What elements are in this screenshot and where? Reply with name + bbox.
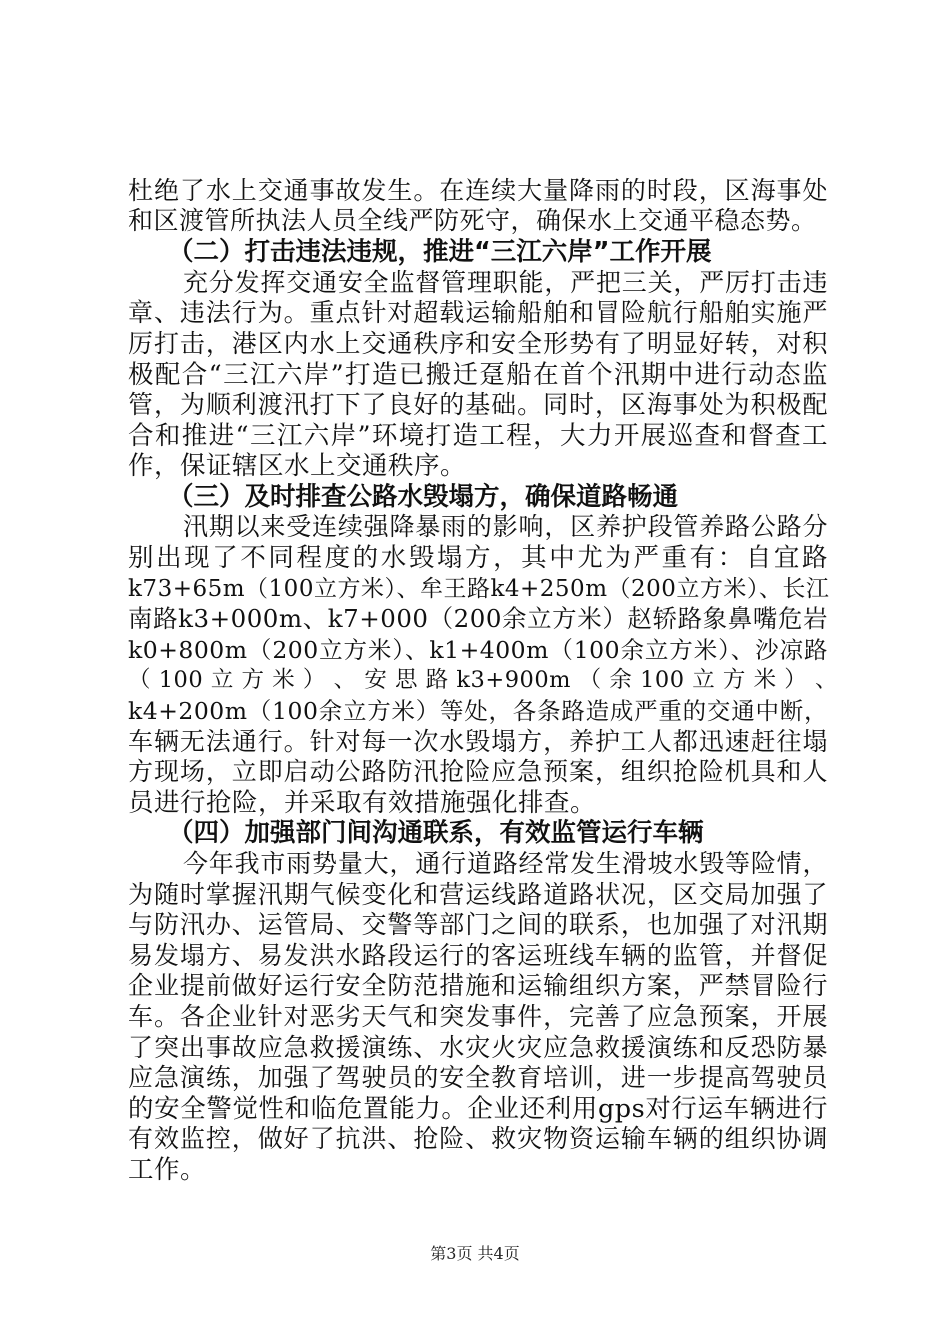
paragraph-line: 企业提前做好运行安全防范措施和运输组织方案，严禁冒险行 xyxy=(128,971,828,1000)
section-heading: （三）及时排查公路水毁塌方，确保道路畅通 xyxy=(168,482,679,512)
paragraph-line: 了突出事故应急救援演练、水灾火灾应急救援演练和反恐防暴 xyxy=(128,1033,828,1062)
paragraph-line: 车。各企业针对恶劣天气和突发事件，完善了应急预案，开展 xyxy=(128,1002,828,1031)
paragraph-line: 南路k3+000m、k7+000（200余立方米）赵轿路象鼻嘴危岩 xyxy=(128,604,828,633)
paragraph-line: 今年我市雨势量大，通行道路经常发生滑坡水毁等险情， xyxy=(183,849,828,878)
paragraph-line: 为随时掌握汛期气候变化和营运线路道路状况，区交局加强了 xyxy=(128,880,828,909)
paragraph-line: 易发塌方、易发洪水路段运行的客运班线车辆的监管，并督促 xyxy=(128,941,828,970)
section-heading: （四）加强部门间沟通联系，有效监管运行车辆 xyxy=(168,818,704,848)
paragraph-line: 汛期以来受连续强降暴雨的影响，区养护段管养路公路分 xyxy=(183,512,828,541)
section-heading: （二）打击违法违规，推进“三江六岸”工作开展 xyxy=(168,237,712,267)
paragraph-line: k4+200m（100余立方米）等处，各条路造成严重的交通中断， xyxy=(128,697,828,725)
paragraph-line: 别出现了不同程度的水毁塌方，其中尤为严重有：自宜路 xyxy=(128,543,828,573)
paragraph-line: k73+65m（100立方米）、牟王路k4+250m（200立方米）、长江 xyxy=(128,576,830,602)
paragraph-line: 作，保证辖区水上交通秩序。 xyxy=(128,451,467,481)
paragraph-line: 和区渡管所执法人员全线严防死守，确保水上交通平稳态势。 xyxy=(128,206,817,235)
paragraph-line: 与防汛办、运管局、交警等部门之间的联系，也加强了对汛期 xyxy=(128,910,828,939)
paragraph-line: 章、违法行为。重点针对超载运输船舶和冒险航行船舶实施严 xyxy=(128,298,828,327)
paragraph-line: 杜绝了水上交通事故发生。在连续大量降雨的时段，区海事处 xyxy=(128,176,828,205)
paragraph-line: 应急演练，加强了驾驶员的安全教育培训，进一步提高驾驶员 xyxy=(128,1063,828,1092)
paragraph-line: 充分发挥交通安全监督管理职能，严把三关，严厉打击违 xyxy=(183,268,828,297)
page-footer: 第3页 共4页 xyxy=(430,1244,520,1263)
paragraph-line: 的安全警觉性和临危置能力。企业还利用gps对行运车辆进行 xyxy=(128,1094,828,1124)
paragraph-line: 厉打击，港区内水上交通秩序和安全形势有了明显好转，对积 xyxy=(128,329,828,358)
paragraph-line: 有效监控，做好了抗洪、抢险、救灾物资运输车辆的组织协调 xyxy=(128,1124,828,1153)
paragraph-line: 极配合“三江六岸”打造已搬迁趸船在首个汛期中进行动态监 xyxy=(128,360,828,390)
paragraph-line: 车辆无法通行。针对每一次水毁塌方，养护工人都迅速赶往塌 xyxy=(128,727,828,756)
paragraph-line: 工作。 xyxy=(128,1155,207,1185)
paragraph-line: 管，为顺利渡汛打下了良好的基础。同时，区海事处为积极配 xyxy=(128,390,828,419)
paragraph-line: （ 100 立 方 米 ） 、 安 思 路 k3+900m （ 余 100 立 方 米 ） 、 xyxy=(128,667,838,693)
paragraph-line: 方现场，立即启动公路防汛抢险应急预案，组织抢险机具和人 xyxy=(128,757,828,786)
paragraph-line: k0+800m（200立方米）、k1+400m（100余立方米）、沙凉路 xyxy=(128,636,828,664)
paragraph-line: 合和推进“三江六岸”环境打造工程，大力开展巡查和督查工 xyxy=(128,421,828,451)
paragraph-line: 员进行抢险，并采取有效措施强化排查。 xyxy=(128,788,597,818)
